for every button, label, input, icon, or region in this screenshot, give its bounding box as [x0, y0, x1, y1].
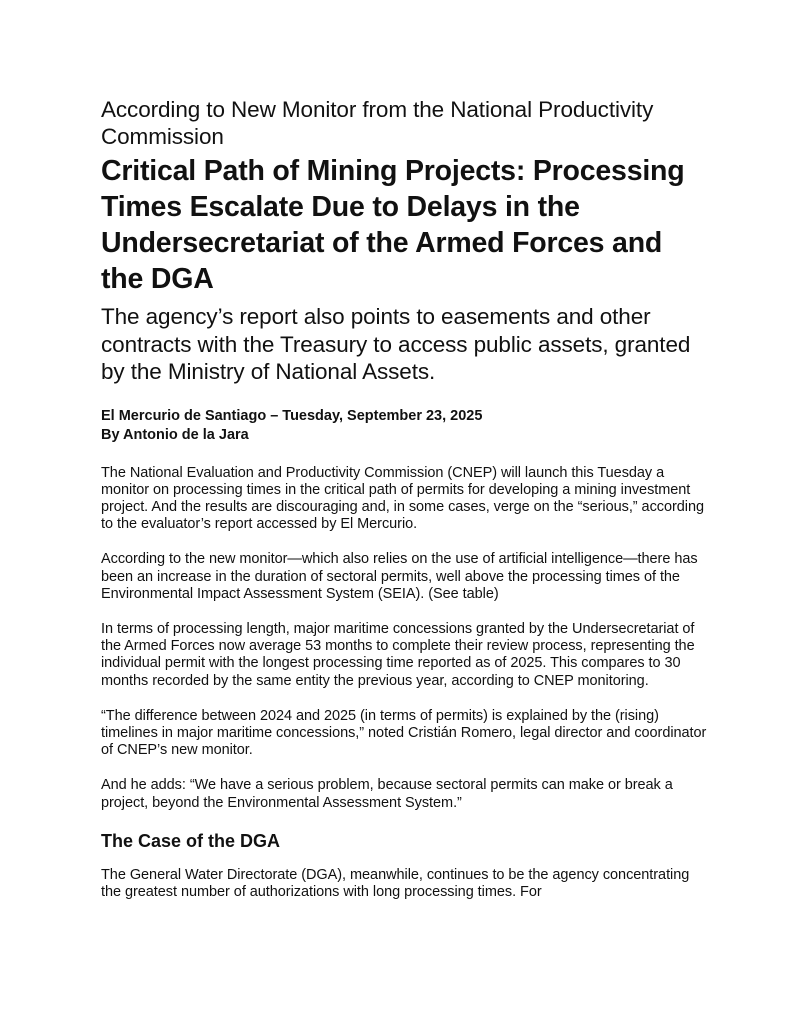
section-heading: The Case of the DGA: [101, 830, 281, 851]
body-paragraph: The General Water Directorate (DGA), meanwhile, continues to be the agency concentrating the greatest number of authorizations with long processing times. For: [101, 866, 690, 900]
article-kicker: According to New Monitor from the National Productivity Commission: [101, 97, 654, 149]
article-deck: The agency’s report also points to easements and other contracts with the Treasury to access public assets, granted by the Ministry of National Assets.: [101, 304, 691, 384]
source-line: El Mercurio de Santiago – Tuesday, September 23, 2025: [101, 407, 483, 424]
body-paragraph: The National Evaluation and Productivity Commission (CNEP) will launch this Tuesday a monitor on processing times in the critical path of permits for developing a mining investment project. And the results are discouraging and, in some cases, verge on the “serious,” according to the evaluator’s report accessed by El Mercurio.: [101, 464, 704, 533]
body-paragraph: In terms of processing length, major maritime concessions granted by the Undersecretariat of the Armed Forces now average 53 months to complete their review process, representing the individual permit with the longest processing time reported as of 2025. This compares to 30 months recorded by the same entity the previous year, according to CNEP monitoring.: [101, 620, 695, 689]
body-paragraph: According to the new monitor—which also relies on the use of artificial intelligence—there has been an increase in the duration of sectoral permits, well above the processing times of the Environmental Impact Assessment System (SEIA). (See table): [101, 551, 698, 602]
body-paragraph: And he adds: “We have a serious problem, because sectoral permits can make or break a project, beyond the Environmental Assessment System.”: [101, 777, 673, 811]
article: [101, 96, 711, 919]
article-headline: Critical Path of Mining Projects: Processing Times Escalate Due to Delays in the Undersecretariat of the Armed Forces and the DGA: [101, 155, 685, 295]
byline: [101, 407, 711, 445]
author-line: By Antonio de la Jara: [101, 426, 249, 443]
body-paragraph: “The difference between 2024 and 2025 (in terms of permits) is explained by the (rising) timelines in major maritime concessions,” noted Cristián Romero, legal director and coordinator of CNEP’s new monitor.: [101, 707, 707, 759]
